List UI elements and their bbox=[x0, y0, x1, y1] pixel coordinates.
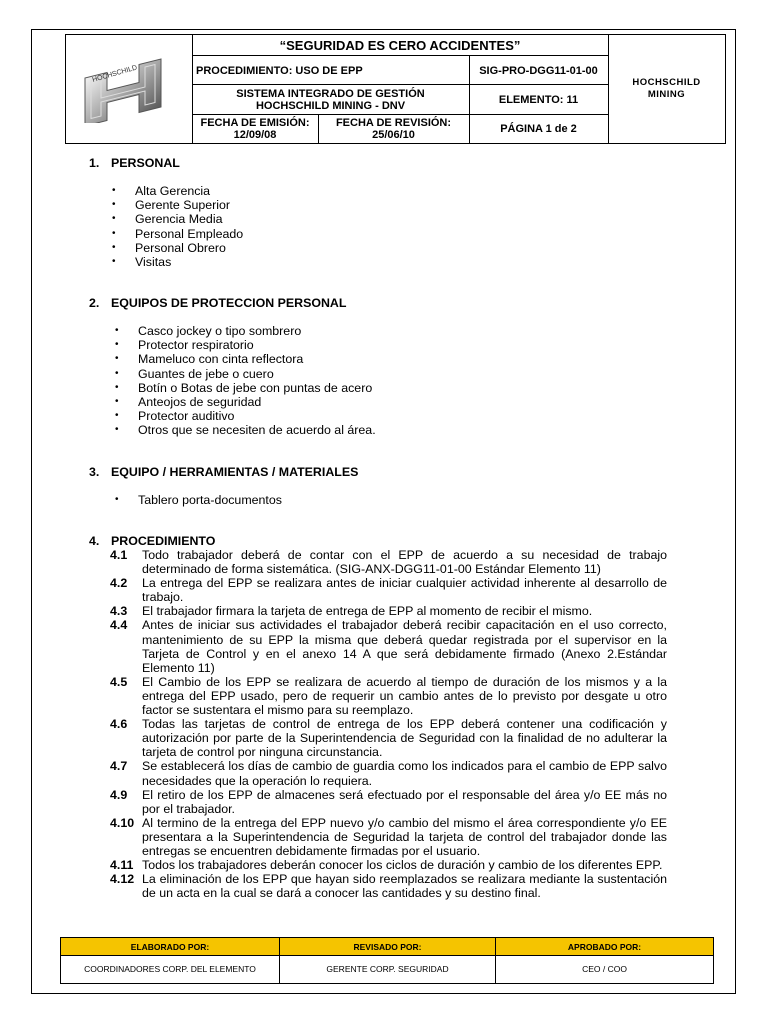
approved-by: CEO / COO bbox=[582, 964, 627, 974]
equipment-list bbox=[138, 493, 282, 507]
procedure-step: 4.6 Todas las tarjetas de control de entrega de los EPP deberá contener una codificación y autorización por parte de la Superintendencia de Seguridad con la finalidad de no adulterar la tarjeta de control por ninguna circunstancia. bbox=[110, 717, 667, 760]
hochschild-logo-icon bbox=[81, 55, 177, 123]
procedure-name: PROCEDIMIENTO: USO DE EPP bbox=[196, 64, 363, 77]
section-ppe-title: 2. EQUIPOS DE PROTECCION PERSONAL bbox=[89, 296, 347, 310]
list-item: • Casco jockey o tipo sombrero bbox=[138, 324, 376, 338]
list-item: • Mameluco con cinta reflectora bbox=[138, 352, 376, 366]
procedure-step: 4.12 La eliminación de los EPP que hayan sido reemplazados se realizara mediante la sustentación de un acta en la cual se dará a conocer las cantidades y su destino final. bbox=[110, 872, 667, 901]
approval-table bbox=[60, 937, 714, 984]
element-number: ELEMENTO: 11 bbox=[498, 94, 579, 106]
document-code: SIG-PRO-DGG11-01-00 bbox=[479, 64, 598, 77]
revision-date-cell bbox=[318, 115, 469, 143]
list-item: • Personal Empleado bbox=[135, 227, 243, 241]
reviewed-by: GERENTE CORP. SEGURIDAD bbox=[326, 964, 449, 974]
list-item: • Anteojos de seguridad bbox=[138, 395, 376, 409]
issue-date-cell bbox=[192, 115, 318, 143]
procedure-step: 4.2 La entrega del EPP se realizara antes de iniciar cualquier actividad inherente al desarrollo de trabajo. bbox=[110, 576, 667, 605]
list-item: • Personal Obrero bbox=[135, 241, 243, 255]
system-line-1: SISTEMA INTEGRADO DE GESTIÓN bbox=[236, 88, 425, 100]
company-line-2: MINING bbox=[647, 89, 686, 100]
procedure-step: 4.4 Antes de iniciar sus actividades el trabajador deberá recibir capacitación en el uso correcto, mantenimiento de su EPP la misma que deberá quedar registrada por el supervisor en la Tarjeta de Control y en el anexo 14 A que será debidamente firmado (Anexo 2.Estándar Elemento 11) bbox=[110, 618, 667, 675]
reviewed-by-label: REVISADO POR: bbox=[280, 938, 495, 955]
personal-list bbox=[135, 184, 243, 269]
company-logo bbox=[66, 35, 192, 143]
document-header bbox=[65, 34, 726, 144]
list-item: • Protector auditivo bbox=[138, 409, 376, 423]
procedure-step: 4.1 Todo trabajador deberá de contar con el EPP de acuerdo a su necesidad de trabajo determinado de forma sistemática. (SIG-ANX-DGG11-01-00 Estándar Elemento 11) bbox=[110, 548, 667, 577]
list-item: • Botín o Botas de jebe con puntas de acero bbox=[138, 381, 376, 395]
prepared-by: COORDINADORES CORP. DEL ELEMENTO bbox=[84, 964, 256, 974]
list-item: • Tablero porta-documentos bbox=[138, 493, 282, 507]
logo-text: HOCHSCHILD bbox=[91, 64, 139, 84]
company-name bbox=[608, 35, 725, 143]
prepared-by-label: ELABORADO POR: bbox=[61, 938, 279, 955]
section-procedure-title: 4. PROCEDIMIENTO bbox=[89, 534, 216, 548]
issue-date: 12/09/08 bbox=[233, 129, 277, 141]
section-personal-title: 1. PERSONAL bbox=[89, 156, 180, 170]
list-item: • Gerente Superior bbox=[135, 198, 243, 212]
procedure-step: 4.3 El trabajador firmara la tarjeta de entrega de EPP al momento de recibir el mismo. bbox=[110, 604, 593, 619]
procedure-step: 4.5 El Cambio de los EPP se realizara de acuerdo al tiempo de duración de los mismos y a la entrega del EPP usado, pero de requerir un cambio antes de lo previsto por desgate u otro factor se sustentara el mismo para su reemplazo. bbox=[110, 674, 667, 718]
document-slogan: “SEGURIDAD ES CERO ACCIDENTES” bbox=[279, 38, 521, 53]
procedure-steps bbox=[110, 548, 667, 900]
section-equipment-title: 3. EQUIPO / HERRAMIENTAS / MATERIALES bbox=[89, 465, 359, 479]
management-system bbox=[192, 85, 469, 115]
page-number: PÁGINA 1 de 2 bbox=[500, 123, 577, 135]
issue-date-label: FECHA DE EMISIÓN: bbox=[200, 117, 310, 129]
procedure-step: 4.10 Al termino de la entrega del EPP nuevo y/o cambio del mismo el área correspondiente y/o EE presentara a la Superintendencia de Seguridad la tarjeta de control del trabajador donde las entregas se encuentren debidamente firmadas por el usuario. bbox=[110, 815, 667, 858]
procedure-step: 4.9 El retiro de los EPP de almacenes será efectuado por el responsable del área y/o EE más no por el trabajador. bbox=[110, 787, 667, 816]
list-item: • Guantes de jebe o cuero bbox=[138, 367, 376, 381]
list-item: • Alta Gerencia bbox=[135, 184, 243, 198]
revision-date-label: FECHA DE REVISIÓN: bbox=[335, 117, 452, 129]
list-item: • Visitas bbox=[135, 255, 243, 269]
list-item: • Gerencia Media bbox=[135, 212, 243, 226]
system-line-2: HOCHSCHILD MINING - DNV bbox=[255, 100, 406, 112]
list-item: • Otros que se necesiten de acuerdo al área. bbox=[138, 423, 376, 437]
ppe-list bbox=[138, 324, 376, 438]
company-line-1: HOCHSCHILD bbox=[632, 77, 701, 88]
procedure-step: 4.11 Todos los trabajadores deberán conocer los ciclos de duración y cambio de los diferentes EPP. bbox=[110, 858, 663, 873]
list-item: • Protector respiratorio bbox=[138, 338, 376, 352]
procedure-step: 4.7 Se establecerá los días de cambio de guardia como los indicados para el cambio de EPP salvo necesidades que la operación lo requiera. bbox=[110, 759, 667, 788]
approved-by-label: APROBADO POR: bbox=[496, 938, 713, 955]
revision-date: 25/06/10 bbox=[372, 129, 415, 141]
